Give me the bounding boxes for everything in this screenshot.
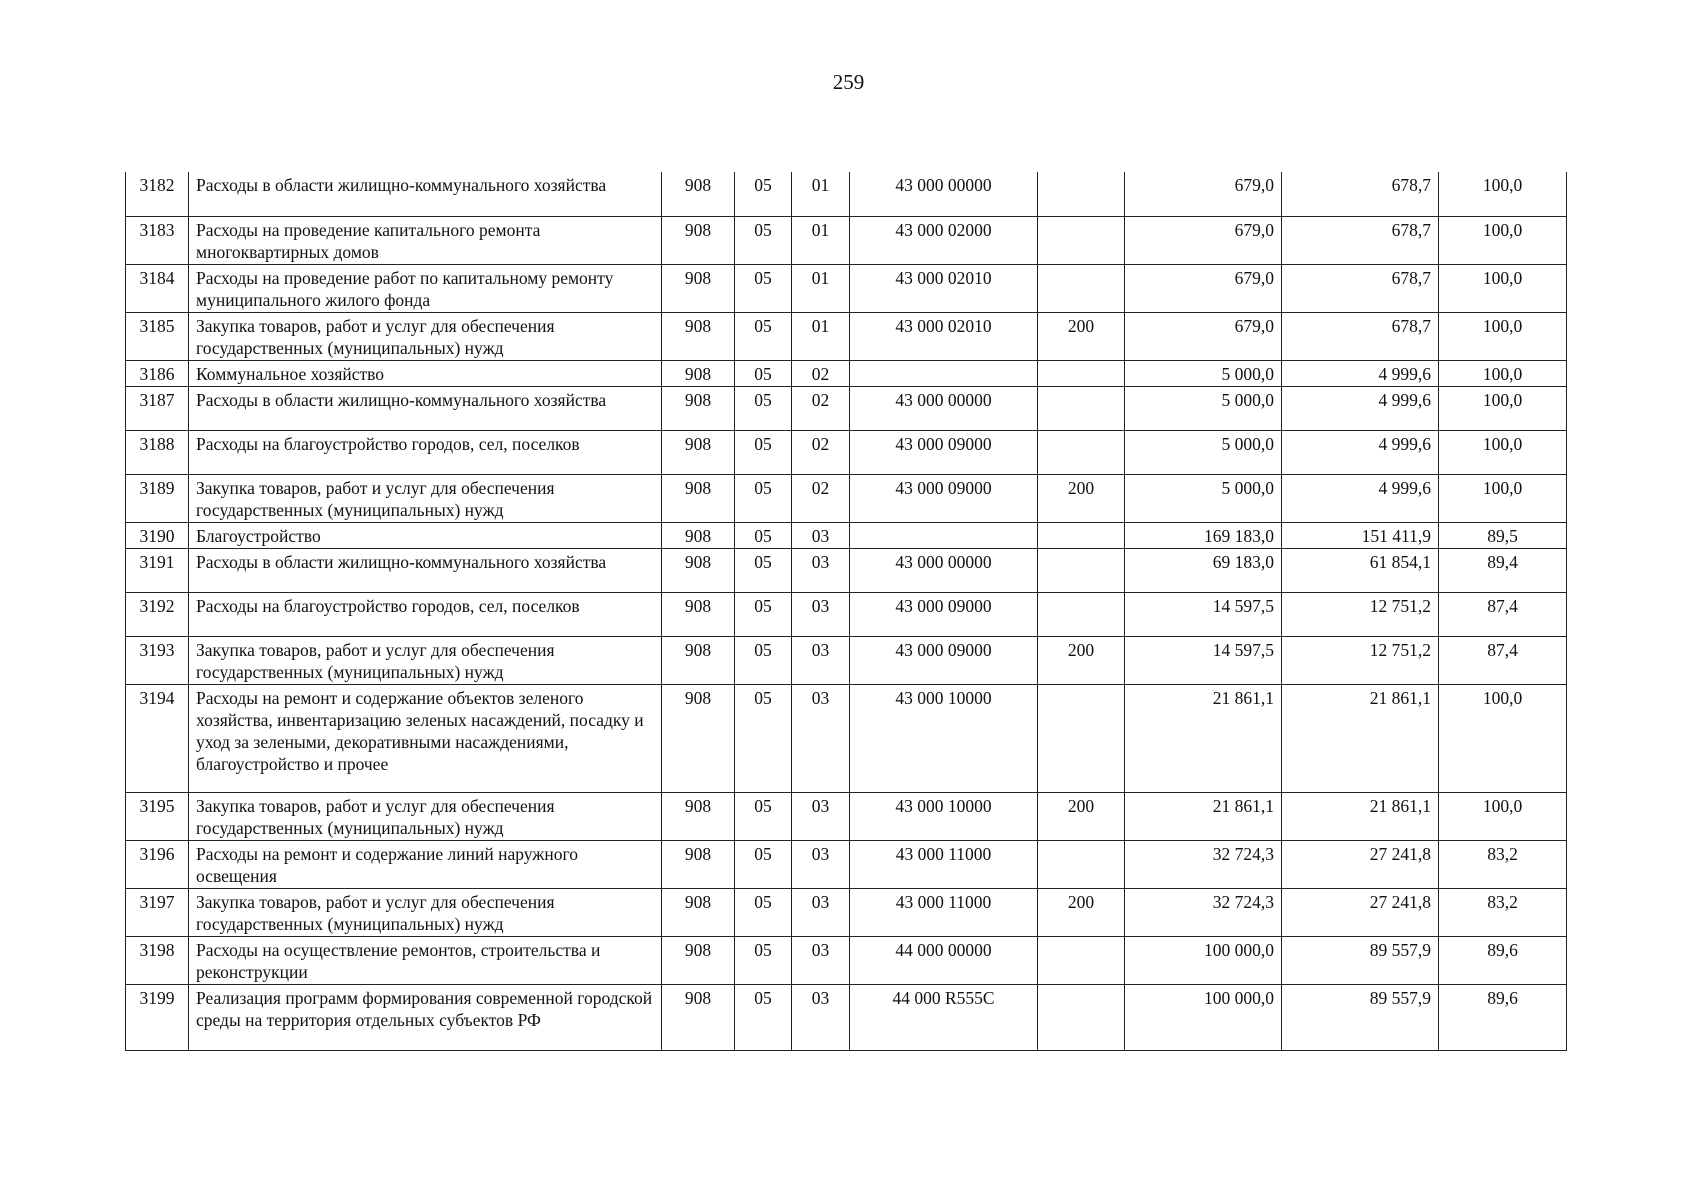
expense-name: Реализация программ формирования современной городской среды на территория отдельных субъектов РФ bbox=[189, 984, 662, 1050]
expense-name: Расходы на ремонт и содержание линий наружного освещения bbox=[189, 840, 662, 888]
row-number: 3195 bbox=[126, 792, 189, 840]
expense-name: Закупка товаров, работ и услуг для обеспечения государственных (муниципальных) нужд bbox=[189, 474, 662, 522]
grbs-code: 908 bbox=[662, 592, 735, 636]
row-number: 3184 bbox=[126, 264, 189, 312]
table-row bbox=[126, 360, 1567, 386]
execution-percent: 100,0 bbox=[1439, 360, 1567, 386]
target-article-code: 43 000 02010 bbox=[850, 264, 1038, 312]
expense-type-code: 200 bbox=[1038, 888, 1125, 936]
row-number: 3191 bbox=[126, 548, 189, 592]
expense-type-code: 200 bbox=[1038, 474, 1125, 522]
row-number: 3199 bbox=[126, 984, 189, 1050]
subsection-code: 01 bbox=[792, 312, 850, 360]
section-code: 05 bbox=[735, 360, 792, 386]
section-code: 05 bbox=[735, 636, 792, 684]
subsection-code: 03 bbox=[792, 792, 850, 840]
row-number: 3185 bbox=[126, 312, 189, 360]
expense-type-code bbox=[1038, 216, 1125, 264]
expense-name: Закупка товаров, работ и услуг для обеспечения государственных (муниципальных) нужд bbox=[189, 312, 662, 360]
table-row bbox=[126, 548, 1567, 592]
executed-amount: 4 999,6 bbox=[1282, 386, 1439, 430]
expense-name: Расходы на осуществление ремонтов, строительства и реконструкции bbox=[189, 936, 662, 984]
planned-amount: 679,0 bbox=[1125, 172, 1282, 216]
section-code: 05 bbox=[735, 684, 792, 792]
planned-amount: 5 000,0 bbox=[1125, 430, 1282, 474]
planned-amount: 14 597,5 bbox=[1125, 636, 1282, 684]
grbs-code: 908 bbox=[662, 312, 735, 360]
expense-type-code bbox=[1038, 548, 1125, 592]
subsection-code: 01 bbox=[792, 216, 850, 264]
table-row bbox=[126, 474, 1567, 522]
grbs-code: 908 bbox=[662, 984, 735, 1050]
table-row bbox=[126, 636, 1567, 684]
target-article-code: 43 000 00000 bbox=[850, 386, 1038, 430]
row-number: 3183 bbox=[126, 216, 189, 264]
section-code: 05 bbox=[735, 216, 792, 264]
executed-amount: 12 751,2 bbox=[1282, 636, 1439, 684]
section-code: 05 bbox=[735, 264, 792, 312]
subsection-code: 03 bbox=[792, 684, 850, 792]
grbs-code: 908 bbox=[662, 360, 735, 386]
subsection-code: 03 bbox=[792, 548, 850, 592]
planned-amount: 21 861,1 bbox=[1125, 792, 1282, 840]
subsection-code: 03 bbox=[792, 522, 850, 548]
row-number: 3182 bbox=[126, 172, 189, 216]
target-article-code bbox=[850, 522, 1038, 548]
subsection-code: 03 bbox=[792, 888, 850, 936]
target-article-code: 43 000 09000 bbox=[850, 430, 1038, 474]
row-number: 3192 bbox=[126, 592, 189, 636]
executed-amount: 12 751,2 bbox=[1282, 592, 1439, 636]
section-code: 05 bbox=[735, 548, 792, 592]
subsection-code: 03 bbox=[792, 636, 850, 684]
executed-amount: 4 999,6 bbox=[1282, 430, 1439, 474]
table-row bbox=[126, 522, 1567, 548]
subsection-code: 02 bbox=[792, 360, 850, 386]
grbs-code: 908 bbox=[662, 684, 735, 792]
planned-amount: 69 183,0 bbox=[1125, 548, 1282, 592]
execution-percent: 83,2 bbox=[1439, 840, 1567, 888]
table-row bbox=[126, 264, 1567, 312]
executed-amount: 678,7 bbox=[1282, 172, 1439, 216]
row-number: 3197 bbox=[126, 888, 189, 936]
expense-type-code bbox=[1038, 386, 1125, 430]
budget-table bbox=[125, 172, 1567, 1051]
planned-amount: 5 000,0 bbox=[1125, 360, 1282, 386]
execution-percent: 100,0 bbox=[1439, 312, 1567, 360]
target-article-code: 44 000 R555C bbox=[850, 984, 1038, 1050]
planned-amount: 679,0 bbox=[1125, 216, 1282, 264]
section-code: 05 bbox=[735, 792, 792, 840]
section-code: 05 bbox=[735, 888, 792, 936]
section-code: 05 bbox=[735, 386, 792, 430]
table-row bbox=[126, 216, 1567, 264]
target-article-code: 43 000 09000 bbox=[850, 636, 1038, 684]
execution-percent: 100,0 bbox=[1439, 792, 1567, 840]
table-row bbox=[126, 592, 1567, 636]
subsection-code: 01 bbox=[792, 172, 850, 216]
expense-type-code bbox=[1038, 264, 1125, 312]
subsection-code: 01 bbox=[792, 264, 850, 312]
grbs-code: 908 bbox=[662, 792, 735, 840]
table-row bbox=[126, 840, 1567, 888]
row-number: 3186 bbox=[126, 360, 189, 386]
section-code: 05 bbox=[735, 522, 792, 548]
target-article-code: 43 000 11000 bbox=[850, 888, 1038, 936]
subsection-code: 02 bbox=[792, 386, 850, 430]
grbs-code: 908 bbox=[662, 840, 735, 888]
executed-amount: 4 999,6 bbox=[1282, 474, 1439, 522]
target-article-code: 43 000 00000 bbox=[850, 548, 1038, 592]
subsection-code: 02 bbox=[792, 474, 850, 522]
execution-percent: 100,0 bbox=[1439, 172, 1567, 216]
expense-name: Расходы в области жилищно-коммунального хозяйства bbox=[189, 386, 662, 430]
subsection-code: 03 bbox=[792, 840, 850, 888]
table-body bbox=[126, 172, 1567, 1050]
expense-type-code: 200 bbox=[1038, 312, 1125, 360]
row-number: 3190 bbox=[126, 522, 189, 548]
table-row bbox=[126, 172, 1567, 216]
execution-percent: 87,4 bbox=[1439, 636, 1567, 684]
executed-amount: 21 861,1 bbox=[1282, 684, 1439, 792]
expense-name: Расходы в области жилищно-коммунального хозяйства bbox=[189, 548, 662, 592]
expense-name: Благоустройство bbox=[189, 522, 662, 548]
subsection-code: 03 bbox=[792, 936, 850, 984]
row-number: 3198 bbox=[126, 936, 189, 984]
grbs-code: 908 bbox=[662, 474, 735, 522]
page-number: 259 bbox=[832, 70, 865, 94]
execution-percent: 89,4 bbox=[1439, 548, 1567, 592]
planned-amount: 100 000,0 bbox=[1125, 936, 1282, 984]
expense-type-code: 200 bbox=[1038, 792, 1125, 840]
planned-amount: 5 000,0 bbox=[1125, 474, 1282, 522]
execution-percent: 89,6 bbox=[1439, 936, 1567, 984]
expense-type-code bbox=[1038, 684, 1125, 792]
planned-amount: 679,0 bbox=[1125, 312, 1282, 360]
expense-type-code: 200 bbox=[1038, 636, 1125, 684]
expense-type-code bbox=[1038, 984, 1125, 1050]
table-row bbox=[126, 936, 1567, 984]
executed-amount: 678,7 bbox=[1282, 216, 1439, 264]
expense-type-code bbox=[1038, 172, 1125, 216]
grbs-code: 908 bbox=[662, 430, 735, 474]
target-article-code: 43 000 09000 bbox=[850, 592, 1038, 636]
execution-percent: 100,0 bbox=[1439, 264, 1567, 312]
execution-percent: 100,0 bbox=[1439, 216, 1567, 264]
executed-amount: 89 557,9 bbox=[1282, 984, 1439, 1050]
row-number: 3187 bbox=[126, 386, 189, 430]
planned-amount: 5 000,0 bbox=[1125, 386, 1282, 430]
execution-percent: 100,0 bbox=[1439, 474, 1567, 522]
grbs-code: 908 bbox=[662, 522, 735, 548]
section-code: 05 bbox=[735, 592, 792, 636]
execution-percent: 100,0 bbox=[1439, 430, 1567, 474]
planned-amount: 100 000,0 bbox=[1125, 984, 1282, 1050]
executed-amount: 61 854,1 bbox=[1282, 548, 1439, 592]
grbs-code: 908 bbox=[662, 172, 735, 216]
table-row bbox=[126, 386, 1567, 430]
expense-type-code bbox=[1038, 430, 1125, 474]
executed-amount: 27 241,8 bbox=[1282, 840, 1439, 888]
expense-type-code bbox=[1038, 936, 1125, 984]
expense-name: Расходы на благоустройство городов, сел, поселков bbox=[189, 430, 662, 474]
planned-amount: 21 861,1 bbox=[1125, 684, 1282, 792]
subsection-code: 03 bbox=[792, 592, 850, 636]
row-number: 3193 bbox=[126, 636, 189, 684]
expense-name: Расходы на проведение капитального ремонта многоквартирных домов bbox=[189, 216, 662, 264]
expense-type-code bbox=[1038, 522, 1125, 548]
expense-name: Расходы в области жилищно-коммунального хозяйства bbox=[189, 172, 662, 216]
expense-type-code bbox=[1038, 840, 1125, 888]
expense-name: Расходы на благоустройство городов, сел, поселков bbox=[189, 592, 662, 636]
planned-amount: 169 183,0 bbox=[1125, 522, 1282, 548]
section-code: 05 bbox=[735, 312, 792, 360]
execution-percent: 89,5 bbox=[1439, 522, 1567, 548]
planned-amount: 32 724,3 bbox=[1125, 888, 1282, 936]
table-row bbox=[126, 792, 1567, 840]
expense-name: Закупка товаров, работ и услуг для обеспечения государственных (муниципальных) нужд bbox=[189, 792, 662, 840]
execution-percent: 100,0 bbox=[1439, 684, 1567, 792]
executed-amount: 21 861,1 bbox=[1282, 792, 1439, 840]
execution-percent: 100,0 bbox=[1439, 386, 1567, 430]
row-number: 3194 bbox=[126, 684, 189, 792]
section-code: 05 bbox=[735, 474, 792, 522]
target-article-code: 43 000 02010 bbox=[850, 312, 1038, 360]
grbs-code: 908 bbox=[662, 636, 735, 684]
section-code: 05 bbox=[735, 840, 792, 888]
table-row bbox=[126, 684, 1567, 792]
executed-amount: 4 999,6 bbox=[1282, 360, 1439, 386]
executed-amount: 678,7 bbox=[1282, 312, 1439, 360]
executed-amount: 27 241,8 bbox=[1282, 888, 1439, 936]
target-article-code: 43 000 11000 bbox=[850, 840, 1038, 888]
expense-name: Расходы на ремонт и содержание объектов зеленого хозяйства, инвентаризацию зеленых насаждений, посадку и уход за зелеными, декоративными насаждениями, благоустройство и прочее bbox=[189, 684, 662, 792]
target-article-code: 43 000 02000 bbox=[850, 216, 1038, 264]
section-code: 05 bbox=[735, 984, 792, 1050]
executed-amount: 678,7 bbox=[1282, 264, 1439, 312]
grbs-code: 908 bbox=[662, 888, 735, 936]
target-article-code bbox=[850, 360, 1038, 386]
expense-type-code bbox=[1038, 592, 1125, 636]
row-number: 3196 bbox=[126, 840, 189, 888]
planned-amount: 679,0 bbox=[1125, 264, 1282, 312]
executed-amount: 89 557,9 bbox=[1282, 936, 1439, 984]
expense-name: Закупка товаров, работ и услуг для обеспечения государственных (муниципальных) нужд bbox=[189, 888, 662, 936]
execution-percent: 89,6 bbox=[1439, 984, 1567, 1050]
planned-amount: 14 597,5 bbox=[1125, 592, 1282, 636]
target-article-code: 43 000 00000 bbox=[850, 172, 1038, 216]
expense-type-code bbox=[1038, 360, 1125, 386]
section-code: 05 bbox=[735, 430, 792, 474]
table-row bbox=[126, 430, 1567, 474]
expense-name: Расходы на проведение работ по капитальному ремонту муниципального жилого фонда bbox=[189, 264, 662, 312]
expense-name: Закупка товаров, работ и услуг для обеспечения государственных (муниципальных) нужд bbox=[189, 636, 662, 684]
target-article-code: 44 000 00000 bbox=[850, 936, 1038, 984]
planned-amount: 32 724,3 bbox=[1125, 840, 1282, 888]
row-number: 3189 bbox=[126, 474, 189, 522]
section-code: 05 bbox=[735, 936, 792, 984]
grbs-code: 908 bbox=[662, 548, 735, 592]
table-row bbox=[126, 888, 1567, 936]
executed-amount: 151 411,9 bbox=[1282, 522, 1439, 548]
grbs-code: 908 bbox=[662, 216, 735, 264]
grbs-code: 908 bbox=[662, 264, 735, 312]
expense-name: Коммунальное хозяйство bbox=[189, 360, 662, 386]
execution-percent: 83,2 bbox=[1439, 888, 1567, 936]
grbs-code: 908 bbox=[662, 386, 735, 430]
target-article-code: 43 000 10000 bbox=[850, 684, 1038, 792]
table-row bbox=[126, 984, 1567, 1050]
target-article-code: 43 000 09000 bbox=[850, 474, 1038, 522]
execution-percent: 87,4 bbox=[1439, 592, 1567, 636]
subsection-code: 03 bbox=[792, 984, 850, 1050]
table-row bbox=[126, 312, 1567, 360]
target-article-code: 43 000 10000 bbox=[850, 792, 1038, 840]
row-number: 3188 bbox=[126, 430, 189, 474]
subsection-code: 02 bbox=[792, 430, 850, 474]
grbs-code: 908 bbox=[662, 936, 735, 984]
section-code: 05 bbox=[735, 172, 792, 216]
